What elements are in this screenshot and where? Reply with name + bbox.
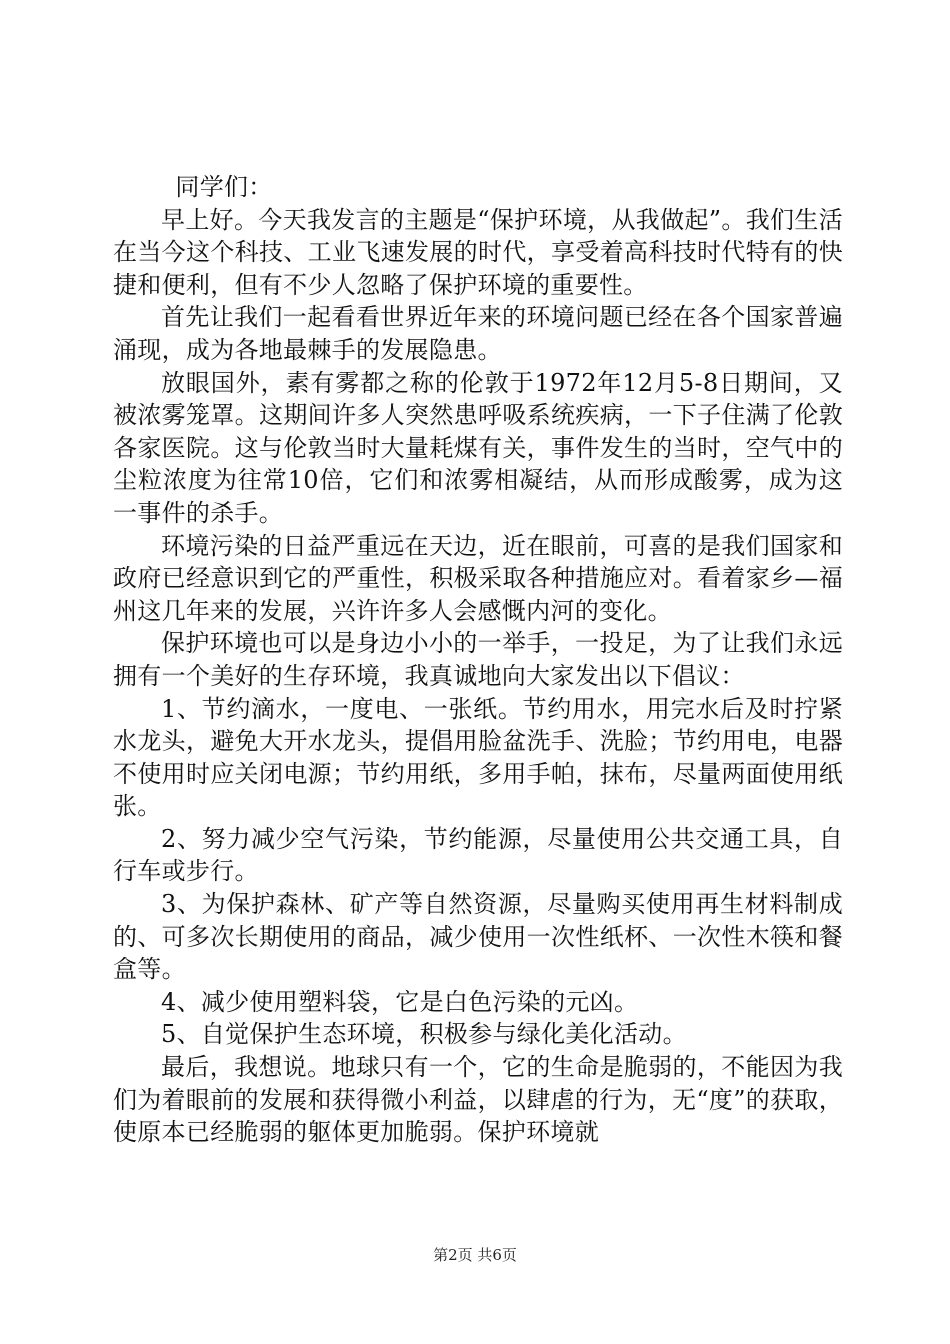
proposal-item-5: 5、自觉保护生态环境，积极参与绿化美化活动。 (161, 1020, 687, 1049)
proposal-item-4: 4、减少使用塑料袋，它是白色污染的元凶。 (161, 987, 639, 1016)
document-body (113, 171, 843, 1149)
paragraph-greeting: 早上好。今天我发言的主题是“保护环境，从我做起”。我们生活在当今这个科技、工业飞速发展的时代，享受着高科技时代特有的快捷和便利，但有不少人忽略了保护环境的重要性。 (113, 205, 843, 299)
page-number-footer: 第2页 共6页 (433, 1246, 517, 1264)
proposal-item-3: 3、为保护森林、矿产等自然资源，尽量购买使用再生材料制成的、可多次长期使用的商品，减少使用一次性纸杯、一次性木筷和餐盒等。 (113, 890, 843, 984)
salutation: 同学们： (175, 173, 273, 201)
paragraph-london-smog: 放眼国外，素有雾都之称的伦敦于1972年12月5-8日期间，又被浓雾笼罩。这期间许多人突然患呼吸系统疾病，一下子住满了伦敦各家医院。这与伦敦当时大量耗煤有关，事件发生的当时，空气中的尘粒浓度为往常10倍，它们和浓雾相凝结，从而形成酸雾，成为这一事件的杀手。 (113, 368, 843, 527)
paragraph-proposal-intro: 保护环境也可以是身边小小的一举手，一投足，为了让我们永远拥有一个美好的生存环境，我真诚地向大家发出以下倡议： (113, 629, 843, 690)
paragraph-conclusion: 最后，我想说。地球只有一个，它的生命是脆弱的，不能因为我们为着眼前的发展和获得微小利益，以肆虐的行为，无“度”的获取，使原本已经脆弱的躯体更加脆弱。保护环境就 (113, 1053, 843, 1147)
proposal-item-1: 1、节约滴水，一度电、一张纸。节约用水，用完水后及时拧紧水龙头，避免大开水龙头，提倡用脸盆洗手、洗脸；节约用电，电器不使用时应关闭电源；节约用纸，多用手帕，抹布，尽量两面使用纸张。 (113, 694, 843, 821)
paragraph-world-issues: 首先让我们一起看看世界近年来的环境问题已经在各个国家普遍涌现，成为各地最棘手的发展隐患。 (113, 303, 843, 364)
paragraph-pollution: 环境污染的日益严重远在天边，近在眼前，可喜的是我们国家和政府已经意识到它的严重性，积极采取各种措施应对。看着家乡—福州这几年来的发展，兴许许多人会感慨内河的变化。 (113, 531, 843, 625)
proposal-item-2: 2、努力减少空气污染，节约能源，尽量使用公共交通工具，自行车或步行。 (113, 824, 843, 886)
